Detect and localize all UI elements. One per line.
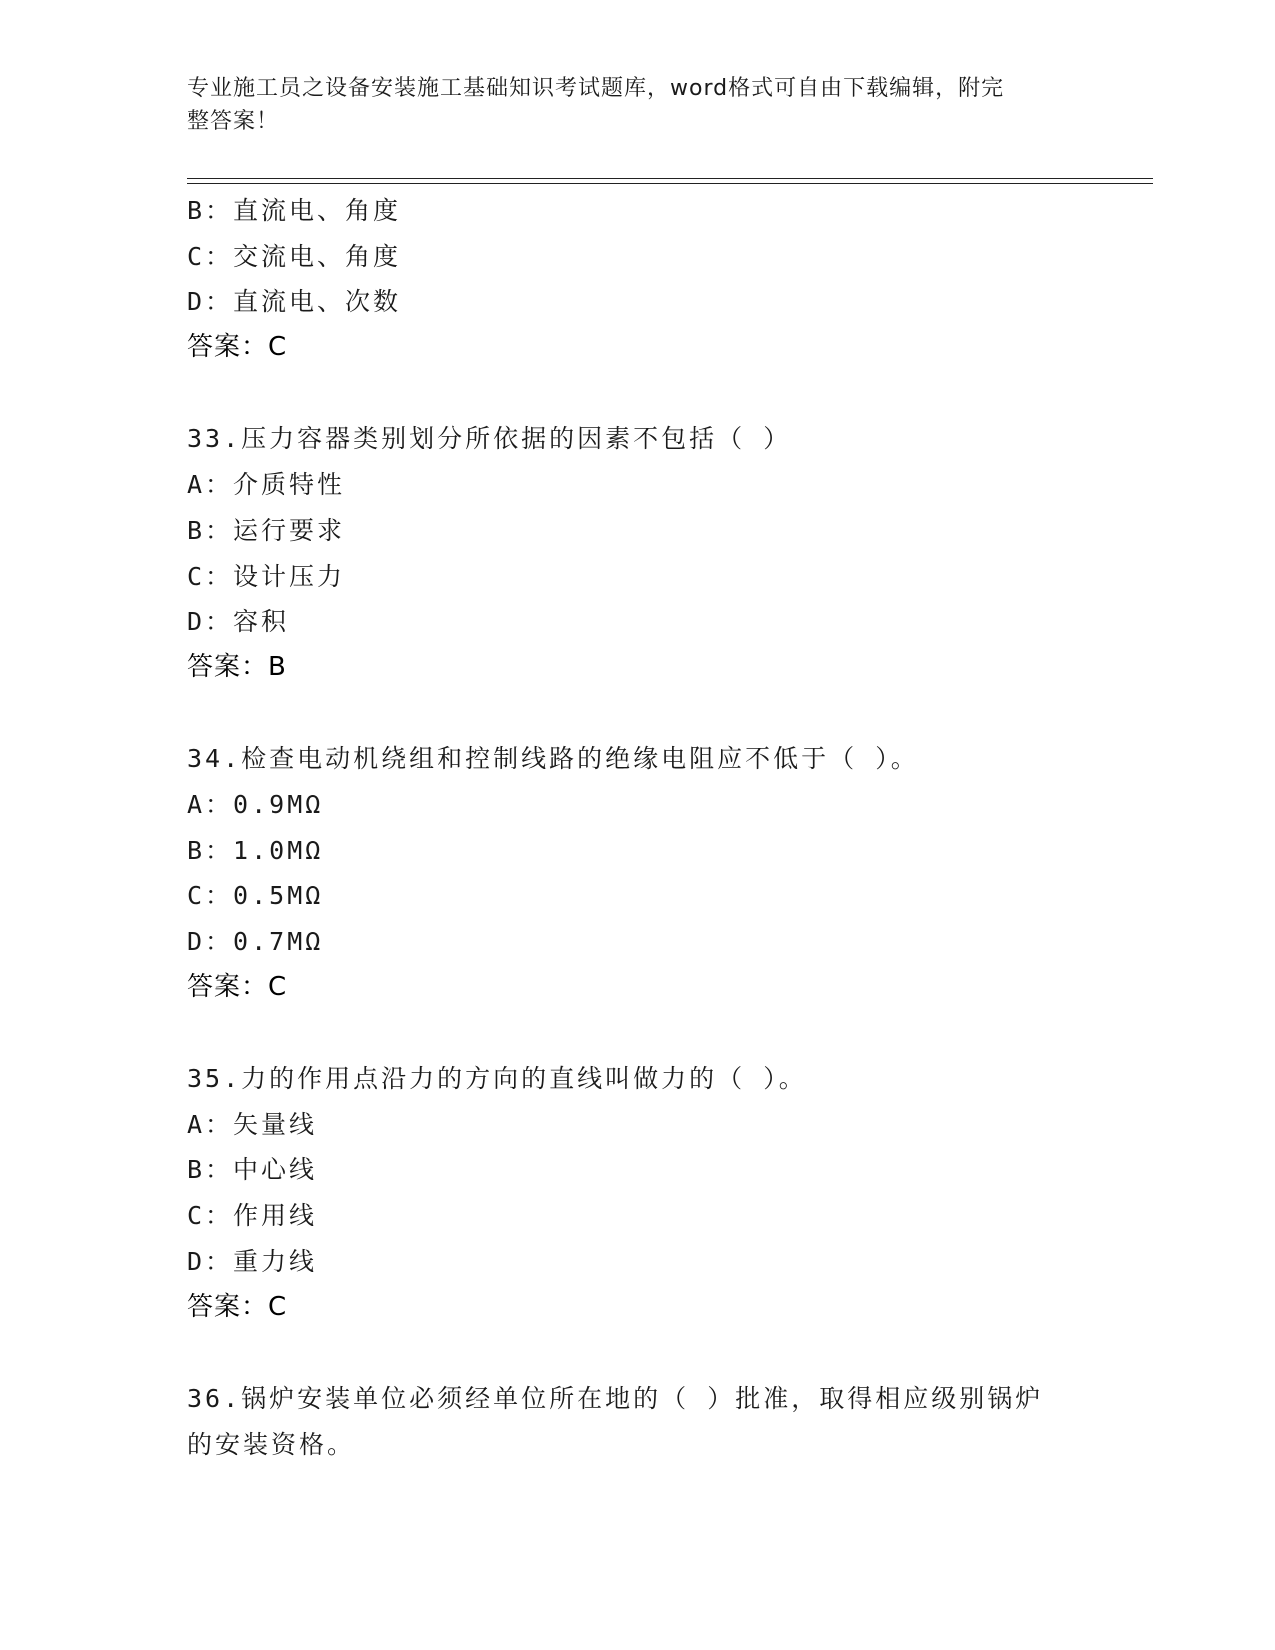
spacer — [187, 1010, 1087, 1056]
question-stem-line-2: 的安装资格。 — [187, 1429, 356, 1459]
question-33 — [187, 416, 1087, 690]
option-a: A：矢量线 — [187, 1109, 318, 1139]
question-34 — [187, 736, 1087, 1010]
document-header — [187, 72, 1067, 138]
option-a: A：介质特性 — [187, 470, 346, 500]
answer: 答案：C — [187, 332, 288, 363]
question-stem: 35.力的作用点沿力的方向的直线叫做力的（ ）。 — [187, 1064, 807, 1094]
option-c: C：作用线 — [187, 1201, 318, 1231]
answer: 答案：C — [187, 1291, 288, 1322]
option-b: B：中心线 — [187, 1155, 318, 1185]
header-divider-top — [187, 178, 1153, 179]
option-c: C：交流电、角度 — [187, 241, 402, 271]
question-stem: 33.压力容器类别划分所依据的因素不包括（ ） — [187, 424, 792, 454]
question-32-tail — [187, 188, 1087, 371]
question-35 — [187, 1056, 1087, 1330]
spacer — [187, 371, 1087, 417]
option-c: C：0.5MΩ — [187, 881, 324, 911]
answer: 答案：B — [187, 651, 287, 682]
option-b: B：直流电、角度 — [187, 196, 402, 225]
spacer — [187, 1330, 1087, 1376]
header-title-line-2: 整答案！ — [187, 109, 280, 134]
answer: 答案：C — [187, 971, 288, 1002]
spacer — [187, 691, 1087, 737]
option-b: B：1.0MΩ — [187, 835, 324, 865]
option-c: C：设计压力 — [187, 561, 346, 591]
option-d: D：0.7MΩ — [187, 927, 324, 956]
header-title-line-1: 专业施工员之设备安装施工基础知识考试题库，word格式可自由下载编辑，附完 — [187, 76, 1005, 101]
option-d: D：重力线 — [187, 1246, 318, 1276]
option-b: B：运行要求 — [187, 515, 346, 545]
question-stem-line-1: 36.锅炉安装单位必须经单位所在地的（ ）批准，取得相应级别锅炉 — [187, 1383, 1044, 1413]
option-a: A：0.9MΩ — [187, 789, 324, 819]
question-36 — [187, 1376, 1087, 1467]
header-divider-bottom — [187, 183, 1153, 184]
option-d: D：直流电、次数 — [187, 287, 402, 317]
question-stem: 34.检查电动机绕组和控制线路的绝缘电阻应不低于（ ）。 — [187, 744, 919, 774]
option-d: D：容积 — [187, 607, 290, 637]
question-list — [187, 188, 1087, 1467]
